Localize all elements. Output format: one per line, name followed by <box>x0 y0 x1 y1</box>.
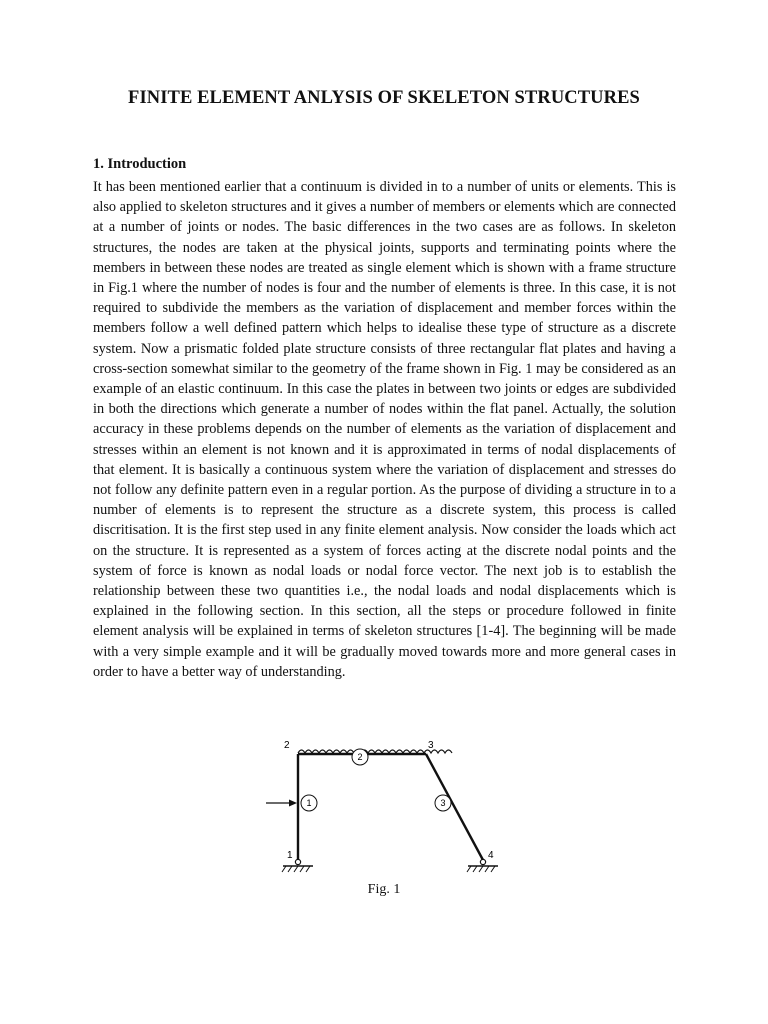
pin-support-4 <box>480 859 485 864</box>
frame-diagram <box>250 734 510 882</box>
frame-figure <box>250 734 510 882</box>
ground-hatch-4 <box>467 866 495 872</box>
pin-support-1 <box>295 859 300 864</box>
node-label-2: 2 <box>284 740 290 751</box>
ground-hatch-1 <box>282 866 310 872</box>
figure-caption: Fig. 1 <box>367 882 401 897</box>
node-label-1: 1 <box>287 850 293 861</box>
element-label-3: 3 <box>440 798 446 808</box>
body-paragraph: It has been mentioned earlier that a continuum is divided in to a number of units or elements. This is also applied to skeleton structures and it gives a number of members or elements which are connected at a number of joints or nodes. The basic differences in the two cases are as follows. In skeleton structures, the nodes are taken at the physical joints, supports and terminating points where the members in between these nodes are treated as single element which is shown with a frame structure in Fig.1 where the number of nodes is four and the number of elements is three. In this case, it is not required to subdivide the members as the variation of displacement and member forces within the members follow a well defined pattern which helps to idealise these type of structure as a discrete system. Now a prismatic folded plate structure consists of three rectangular flat plates and having a cross-section somewhat similar to the geometry of the frame shown in Fig. 1 may be considered as an example of an elastic continuum. In this case the plates in between two joints or edges are subdivided in both the directions which generate a number of nodes within the flat panel. Actually, the solution accuracy in these problems depends on the number of elements as the variation of displacement and stresses within an element is not known and it is approximated in terms of nodal displacements of that element. It is basically a continuous system where the variation of displacement and stresses do not follow any definite pattern even in a regular portion. As the purpose of dividing a structure in to a number of elements is to represent the structure as a discrete system, this process is called discritisation. It is the first step used in any finite element analysis. Now consider the loads which act on the structure. It is represented as a system of forces acting at the discrete nodal points and the system of force is known as nodal loads or nodal force vector. The next job is to establish the relationship between these two quantities i.e., the nodal loads and nodal displacements which is explained in the following section. In this section, all the steps or procedure followed in finite element analysis will be explained in terms of skeleton structures [1-4]. The beginning will be made with a very simple example and it will be gradually moved towards more and more general cases in order to have a better way of understanding. <box>93 179 676 680</box>
load-arrowhead <box>289 800 297 807</box>
section-heading: 1. Introduction <box>93 156 187 172</box>
node-label-4: 4 <box>488 850 494 861</box>
node-label-3: 3 <box>428 740 434 751</box>
member-3 <box>426 754 483 860</box>
document-title: FINITE ELEMENT ANLYSIS OF SKELETON STRUCTURES <box>128 88 640 108</box>
element-label-2: 2 <box>357 752 363 762</box>
element-label-1: 1 <box>306 798 312 808</box>
